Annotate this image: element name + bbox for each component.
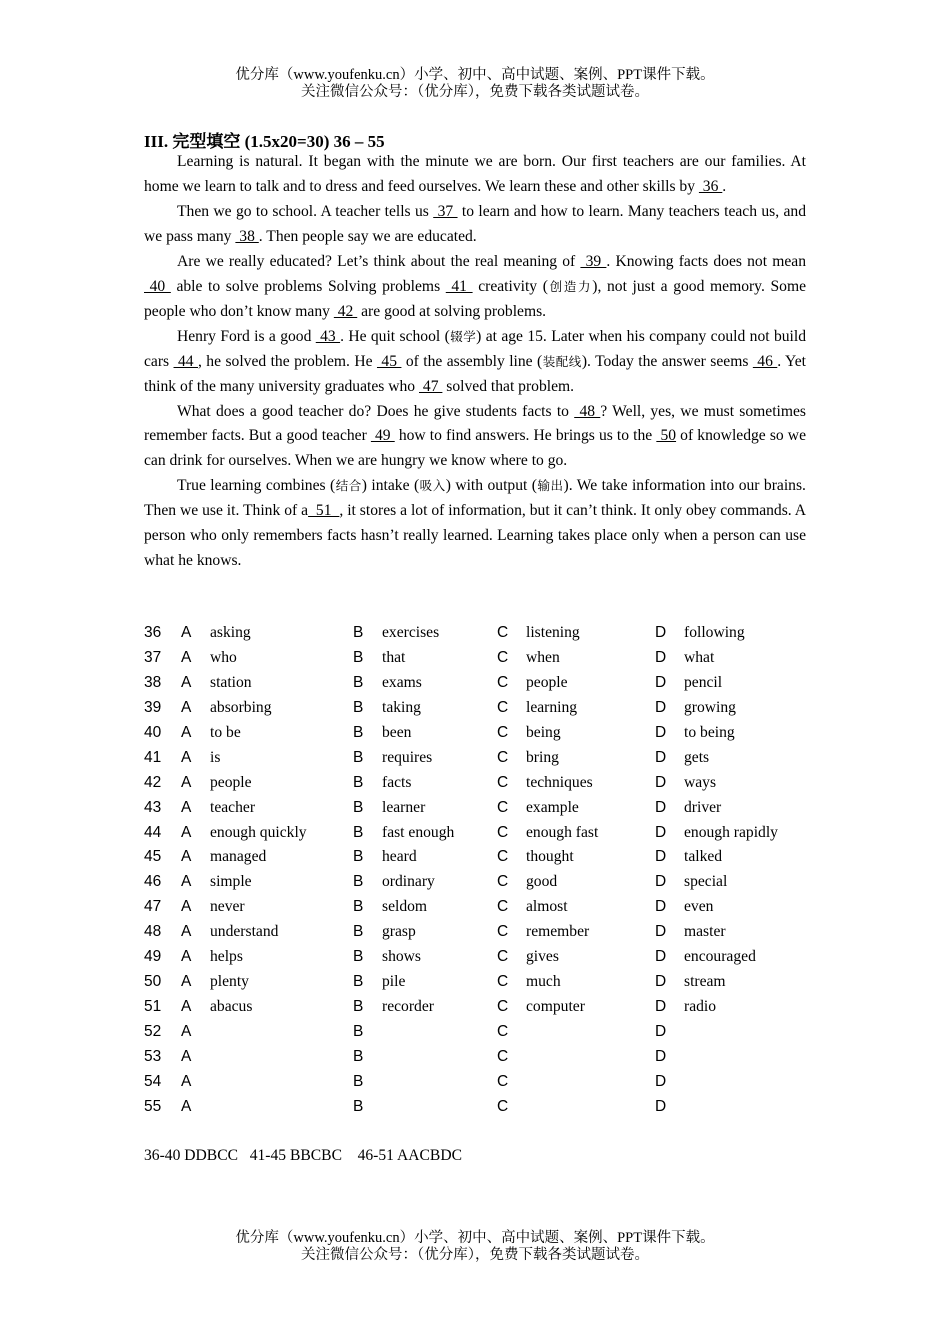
- page-footer: [0, 1230, 950, 1264]
- option-b: grasp: [382, 923, 416, 941]
- option-letter-a: A: [181, 673, 192, 691]
- chinese-gloss: 创造力: [547, 278, 593, 294]
- option-letter-d: D: [655, 873, 667, 891]
- option-b: been: [382, 723, 412, 741]
- option-row: [144, 896, 844, 921]
- option-letter-b: B: [353, 748, 364, 766]
- option-row: [144, 647, 844, 672]
- question-number: 38: [144, 673, 162, 691]
- option-a: absorbing: [210, 698, 272, 716]
- chinese-gloss: 吸入: [419, 478, 446, 494]
- question-number: 44: [144, 823, 162, 841]
- option-c: learning: [526, 698, 578, 716]
- option-d: what: [684, 648, 715, 666]
- option-c: computer: [526, 998, 585, 1016]
- option-c: good: [526, 873, 558, 891]
- option-c: techniques: [526, 773, 593, 791]
- option-c: when: [526, 648, 560, 666]
- option-letter-b: B: [353, 648, 364, 666]
- option-row: [144, 946, 844, 971]
- blank-41: 41: [445, 277, 473, 295]
- option-letter-b: B: [353, 848, 364, 866]
- option-b: ordinary: [382, 873, 435, 891]
- option-letter-b: B: [353, 773, 364, 791]
- option-letter-d: D: [655, 898, 667, 916]
- option-letter-a: A: [181, 898, 192, 916]
- option-letter-d: D: [655, 773, 667, 791]
- blank-44: 44: [173, 352, 198, 370]
- chinese-gloss: 结合: [335, 478, 362, 494]
- option-a: to be: [210, 723, 241, 741]
- option-a: station: [210, 673, 252, 691]
- option-a: never: [210, 898, 245, 916]
- blank-38: 38: [235, 227, 259, 245]
- option-a: simple: [210, 873, 252, 891]
- option-letter-c: C: [497, 723, 509, 741]
- option-row: [144, 921, 844, 946]
- option-letter-b: B: [353, 698, 364, 716]
- option-letter-b: B: [353, 898, 364, 916]
- blank-42: 42: [333, 302, 358, 320]
- option-a: is: [210, 748, 221, 766]
- option-b: exercises: [382, 624, 440, 641]
- option-a: understand: [210, 923, 279, 941]
- option-row: [144, 971, 844, 996]
- option-d: radio: [684, 998, 717, 1016]
- header-line-2: 关注微信公众号：（优分库），免费下载各类试题试卷。: [301, 84, 649, 100]
- option-d: master: [684, 923, 726, 941]
- option-a: enough quickly: [210, 823, 307, 841]
- blank-43: 43: [315, 327, 341, 345]
- option-letter-c: C: [497, 798, 509, 816]
- option-letter-d: D: [655, 798, 667, 816]
- option-row: [144, 622, 844, 647]
- blank-37: 37: [433, 202, 458, 220]
- option-a: people: [210, 773, 252, 791]
- option-b: requires: [382, 748, 433, 766]
- option-row: [144, 822, 844, 847]
- blank-46: 46: [752, 352, 778, 370]
- option-row: [144, 672, 844, 697]
- chinese-gloss: 输出: [536, 478, 564, 494]
- blank-36: 36: [698, 177, 723, 195]
- option-row: [144, 846, 844, 871]
- question-number: 40: [144, 723, 162, 741]
- blank-40: 40: [144, 277, 171, 295]
- question-number: 43: [144, 798, 162, 816]
- question-number: 41: [144, 748, 162, 766]
- question-number: 47: [144, 898, 162, 916]
- option-d: driver: [684, 798, 722, 816]
- option-letter-c: C: [497, 673, 509, 691]
- option-letter-a: A: [181, 1023, 192, 1040]
- option-letter-c: C: [497, 973, 509, 991]
- option-letter-d: D: [655, 624, 667, 641]
- option-d: stream: [684, 973, 726, 991]
- option-letter-d: D: [655, 998, 667, 1016]
- option-letter-a: A: [181, 698, 192, 716]
- option-letter-a: A: [181, 948, 192, 966]
- option-row: [144, 797, 844, 822]
- option-letter-a: A: [181, 998, 192, 1016]
- option-c: much: [526, 973, 561, 991]
- option-c: bring: [526, 748, 559, 766]
- blank-45: 45: [376, 352, 402, 370]
- option-letter-b: B: [353, 624, 364, 641]
- header-line-1: 优分库（www.youfenku.cn）小学、初中、高中试题、案例、PPT课件下载。: [235, 67, 715, 83]
- option-b: heard: [382, 848, 417, 866]
- option-row: [144, 747, 844, 772]
- question-number: 51: [144, 998, 162, 1016]
- option-row: [144, 722, 844, 747]
- option-c: gives: [526, 948, 559, 966]
- chinese-gloss: 装配线: [542, 353, 582, 369]
- option-d: encouraged: [684, 948, 756, 966]
- option-b: learner: [382, 798, 426, 816]
- option-c: almost: [526, 898, 568, 916]
- option-letter-d: D: [655, 973, 667, 991]
- paragraph-6: True learning combines (结合) intake (吸入) with output (输出). We take information into our brains. Then we use it. Think of a 51 , it stores a lot of information, but it can’t think. It only obey commands. A person who only remembers facts hasn’t really learned. Learning takes place only when a person can use what he knows.: [144, 477, 807, 570]
- page-header: [0, 67, 950, 101]
- option-b: fast enough: [382, 823, 455, 841]
- option-c: remember: [526, 923, 590, 941]
- option-letter-a: A: [181, 624, 192, 641]
- option-d: talked: [684, 848, 723, 866]
- option-letter-c: C: [497, 923, 509, 941]
- option-c: thought: [526, 848, 574, 866]
- option-d: gets: [684, 748, 710, 766]
- option-letter-a: A: [181, 1097, 192, 1115]
- option-letter-a: A: [181, 1072, 192, 1090]
- option-letter-b: B: [353, 998, 364, 1016]
- option-letter-a: A: [181, 773, 192, 791]
- option-letter-b: B: [353, 1023, 364, 1040]
- question-number: 48: [144, 923, 162, 941]
- option-d: even: [684, 898, 714, 916]
- option-a: abacus: [210, 998, 253, 1016]
- chinese-gloss: 辍学: [449, 328, 477, 344]
- option-d: pencil: [684, 673, 723, 691]
- option-b: taking: [382, 698, 421, 716]
- option-letter-a: A: [181, 823, 192, 841]
- option-letter-d: D: [655, 748, 667, 766]
- option-letter-c: C: [497, 1023, 509, 1040]
- paragraph-3: Are we really educated? Let’s think about the real meaning of 39 . Knowing facts does not mean 40 able to solve problems Solving problems 41 creativity (创造力), not just a good memory. Some people who don’t know many 42 are good at solving problems.: [144, 252, 807, 320]
- option-letter-d: D: [655, 848, 667, 866]
- option-d: ways: [684, 773, 717, 791]
- blank-48: 48: [574, 402, 601, 420]
- option-letter-a: A: [181, 848, 192, 866]
- option-letter-a: A: [181, 748, 192, 766]
- option-letter-b: B: [353, 923, 364, 941]
- question-number: 42: [144, 773, 162, 791]
- option-letter-a: A: [181, 648, 192, 666]
- option-row: [144, 772, 844, 797]
- question-number: 53: [144, 1047, 162, 1065]
- question-number: 45: [144, 848, 162, 866]
- option-row: [144, 1021, 844, 1046]
- option-letter-b: B: [353, 1097, 364, 1115]
- option-letter-b: B: [353, 823, 364, 841]
- answer-key: 36-40 DDBCC 41-45 BBCBC 46-51 AACBDC: [144, 1147, 462, 1164]
- option-b: that: [382, 648, 406, 666]
- option-letter-d: D: [655, 648, 667, 666]
- paragraph-4: Henry Ford is a good 43 . He quit school (辍学) at age 15. Later when his company could not build cars 44 , he solved the problem. He 45 of the assembly line (装配线). Today the answer seems 46 . Yet think of the many university graduates who 47 solved that problem.: [144, 327, 807, 395]
- option-letter-b: B: [353, 1047, 364, 1065]
- question-number: 49: [144, 948, 162, 966]
- option-a: managed: [210, 848, 267, 866]
- option-letter-a: A: [181, 723, 192, 741]
- option-d: to being: [684, 723, 735, 741]
- option-letter-d: D: [655, 948, 667, 966]
- option-d: enough rapidly: [684, 823, 778, 841]
- paragraph-5: What does a good teacher do? Does he give students facts to 48 ? Well, yes, we must sometimes remember facts. But a good teacher 49 how to find answers. He brings us to the 50 of knowledge so we can drink for ourselves. When we are hungry we know where to go.: [144, 402, 807, 470]
- option-row: [144, 871, 844, 896]
- option-row: [144, 996, 844, 1021]
- cloze-passage: [144, 150, 806, 574]
- option-a: asking: [210, 624, 251, 641]
- question-number: 37: [144, 648, 162, 666]
- option-letter-c: C: [497, 898, 509, 916]
- option-row: [144, 1046, 844, 1071]
- options-table: [144, 622, 844, 1121]
- option-letter-b: B: [353, 1072, 364, 1090]
- option-b: pile: [382, 973, 406, 991]
- option-b: seldom: [382, 898, 428, 916]
- option-letter-d: D: [655, 923, 667, 941]
- question-number: 39: [144, 698, 162, 716]
- option-a: teacher: [210, 798, 256, 816]
- question-number: 46: [144, 873, 162, 891]
- option-letter-c: C: [497, 948, 509, 966]
- option-letter-b: B: [353, 973, 364, 991]
- option-letter-d: D: [655, 1047, 667, 1065]
- option-letter-d: D: [655, 673, 667, 691]
- option-letter-a: A: [181, 1047, 192, 1065]
- option-letter-c: C: [497, 998, 509, 1016]
- blank-49: 49: [370, 427, 395, 445]
- blank-51: 51: [308, 502, 340, 520]
- option-letter-c: C: [497, 648, 509, 666]
- option-c: being: [526, 723, 561, 741]
- footer-line-1: 优分库（www.youfenku.cn）小学、初中、高中试题、案例、PPT课件下载。: [235, 1230, 715, 1246]
- footer-line-2: 关注微信公众号：（优分库），免费下载各类试题试卷。: [301, 1247, 649, 1263]
- option-letter-b: B: [353, 798, 364, 816]
- option-letter-a: A: [181, 973, 192, 991]
- option-letter-d: D: [655, 1023, 667, 1040]
- option-letter-c: C: [497, 1097, 509, 1115]
- option-row: [144, 1096, 844, 1121]
- option-d: following: [684, 624, 745, 641]
- section-title: III. 完型填空 (1.5x20=30) 36 – 55: [144, 132, 385, 151]
- option-letter-b: B: [353, 723, 364, 741]
- option-letter-c: C: [497, 1047, 509, 1065]
- question-number: 36: [144, 624, 162, 641]
- option-letter-d: D: [655, 1097, 667, 1115]
- option-letter-b: B: [353, 948, 364, 966]
- option-d: growing: [684, 698, 736, 716]
- option-a: plenty: [210, 973, 249, 991]
- option-letter-c: C: [497, 1072, 509, 1090]
- option-letter-c: C: [497, 873, 509, 891]
- question-number: 55: [144, 1097, 162, 1115]
- blank-47: 47: [419, 377, 443, 395]
- option-letter-d: D: [655, 823, 667, 841]
- question-number: 54: [144, 1072, 162, 1090]
- option-letter-d: D: [655, 698, 667, 716]
- blank-39: 39: [580, 252, 607, 270]
- option-letter-c: C: [497, 848, 509, 866]
- option-c: example: [526, 798, 579, 816]
- option-c: people: [526, 673, 568, 691]
- paragraph-2: Then we go to school. A teacher tells us 37 to learn and how to learn. Many teachers teach us, and we pass many 38 . Then people say we are educated.: [144, 202, 807, 245]
- option-letter-d: D: [655, 1072, 667, 1090]
- option-b: shows: [382, 948, 421, 966]
- option-row: [144, 697, 844, 722]
- option-d: special: [684, 873, 728, 891]
- question-number: 50: [144, 973, 162, 991]
- option-letter-b: B: [353, 673, 364, 691]
- option-letter-c: C: [497, 823, 509, 841]
- blank-50: 50: [656, 427, 677, 445]
- option-letter-a: A: [181, 923, 192, 941]
- paragraph-1: Learning is natural. It began with the minute we are born. Our first teachers are our families. At home we learn to talk and to dress and feed ourselves. We learn these and other skills by 36 .: [144, 153, 806, 195]
- option-b: facts: [382, 773, 412, 791]
- option-a: helps: [210, 948, 243, 966]
- option-c: listening: [526, 624, 580, 641]
- option-letter-c: C: [497, 624, 509, 641]
- option-letter-d: D: [655, 723, 667, 741]
- option-a: who: [210, 648, 237, 666]
- option-letter-a: A: [181, 873, 192, 891]
- option-b: recorder: [382, 998, 434, 1016]
- option-letter-b: B: [353, 873, 364, 891]
- option-b: exams: [382, 673, 422, 691]
- option-letter-c: C: [497, 748, 509, 766]
- question-number: 52: [144, 1023, 162, 1040]
- option-letter-c: C: [497, 773, 509, 791]
- option-letter-a: A: [181, 798, 192, 816]
- option-letter-c: C: [497, 698, 509, 716]
- option-row: [144, 1071, 844, 1096]
- option-c: enough fast: [526, 823, 599, 841]
